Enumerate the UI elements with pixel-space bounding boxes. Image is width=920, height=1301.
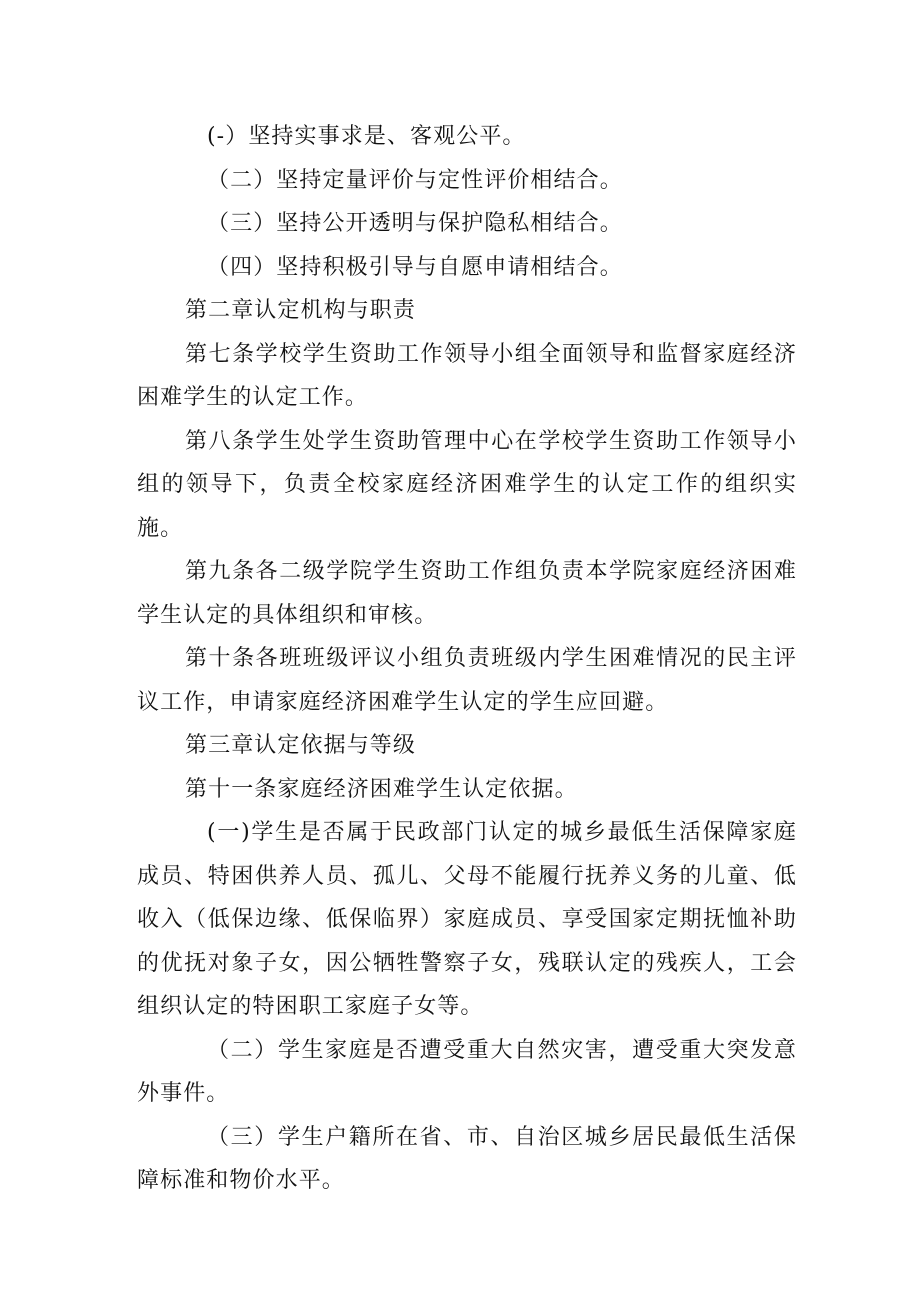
article-8: 第八条学生处学生资助管理中心在学校学生资助工作领导小组的领导下，负责全校家庭经济困难学生的认定工作的组织实施。	[137, 428, 797, 541]
principle-3: （三）坚持公开透明与保护隐私相结合。	[207, 211, 623, 236]
article-7: 第七条学校学生资助工作领导小组全面领导和监督家庭经济困难学生的认定工作。	[137, 341, 797, 410]
principle-2: （二）坚持定量评价与定性评价相结合。	[207, 167, 623, 193]
article-9: 第九条各二级学院学生资助工作组负责本学院家庭经济困难学生认定的具体组织和审核。	[137, 559, 797, 628]
article-10: 第十条各班班级评议小组负责班级内学生困难情况的民主评议工作，申请家庭经济困难学生认定的学生应回避。	[137, 646, 797, 715]
basis-2: （二）学生家庭是否遭受重大自然灾害，遭受重大突发意外事件。	[137, 1037, 797, 1106]
document-body	[137, 115, 797, 1203]
basis-1: (一)学生是否属于民政部门认定的城乡最低生活保障家庭成员、特困供养人员、孤儿、父母不能履行抚养义务的儿童、低收入（低保边缘、低保临界）家庭成员、享受国家定期抚恤补助的优抚对象子女，因公牺牲警察子女，残联认定的残疾人，工会组织认定的特困职工家庭子女等。	[137, 820, 797, 1019]
basis-3: （三）学生户籍所在省、市、自治区城乡居民最低生活保障标准和物价水平。	[137, 1124, 797, 1193]
principle-1: (-）坚持实事求是、客观公平。	[207, 124, 526, 149]
chapter-2-heading: 第二章认定机构与职责	[185, 298, 417, 323]
principle-4: （四）坚持积极引导与自愿申请相结合。	[207, 254, 623, 280]
article-11: 第十一条家庭经济困难学生认定依据。	[185, 776, 578, 802]
chapter-3-heading: 第三章认定依据与等级	[185, 733, 417, 758]
